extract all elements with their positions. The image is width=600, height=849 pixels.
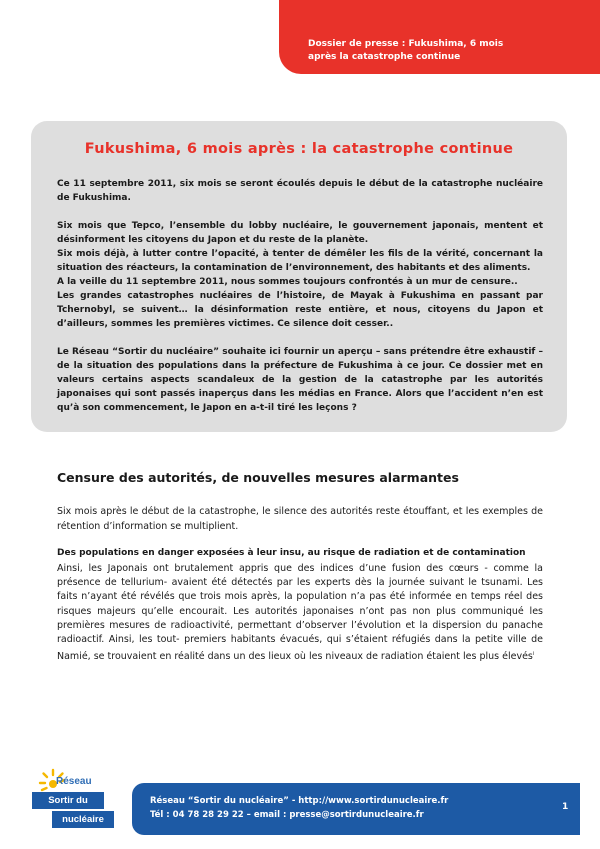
header-title-line1: Dossier de presse : Fukushima, 6 mois xyxy=(308,39,504,49)
footer-contact[interactable]: Tél : 04 78 28 29 22 – email : presse@sortirdunucleaire.fr xyxy=(150,810,424,820)
section-subheading: Des populations en danger exposées à leur insu, au risque de radiation et de contamination xyxy=(57,548,526,558)
summary-paragraph: A la veille du 11 septembre 2011, nous sommes toujours confrontés à un mur de censure.. xyxy=(57,277,518,287)
page-title: Fukushima, 6 mois après : la catastrophe continue xyxy=(84,141,514,157)
section-heading: Censure des autorités, de nouvelles mesures alarmantes xyxy=(57,470,459,485)
summary-paragraph: Le Réseau “Sortir du nucléaire” souhaite ici fournir un aperçu – sans prétendre être exhaustif – de la situation des populations dans la préfecture de Fukushima à ce jour. Ce dossier met en valeurs certains aspects scandaleux de la gestion de la catastrophe par les autorités japonaises qui sont passés inaperçus dans les médias en France. Alors que l’accident n’en est qu’à son commencement, le Japon en a-t-il tiré les leçons ? xyxy=(57,347,543,413)
footer-bar xyxy=(132,783,580,835)
summary-paragraph: Six mois déjà, à lutter contre l’opacité, à tenter de démêler les fils de la vérité, concernant la situation des réacteurs, la contamination de l’environnement, des habitants et des aliments. xyxy=(57,249,543,273)
summary-body xyxy=(57,177,543,415)
footer-website[interactable]: Réseau “Sortir du nucléaire” - http://www.sortirdunucleaire.fr xyxy=(150,796,449,806)
section-body-text: Ainsi, les Japonais ont brutalement appris que des indices d’une fusion des cœurs - comme la présence de tellurium- avaient été détectés par les experts dès la journée suivant le tsunami. Les faits n’ayant été révélés que trois mois après, la population n’a pas été informée en temps réel des risques majeurs qu’elle encourait. Les autorités japonaises n’ont pas non plus communiqué les premières mesures de radioactivité, permettant d’observer l’évolution et la dispersion du panache radioactif. Ainsi, les tout- premiers habitants évacués, qui s’étaient réfugiés dans la petite ville de Namié, se trouvaient en réalité dans un des lieux où les niveaux de radiation étaient les plus élevés xyxy=(57,563,543,663)
logo-word-sortir: Sortir du xyxy=(32,792,104,809)
summary-paragraph: Ce 11 septembre 2011, six mois se seront écoulés depuis le début de la catastrophe nucléaire de Fukushima. xyxy=(57,179,543,203)
footnote-marker[interactable]: i xyxy=(532,651,535,658)
summary-box xyxy=(31,121,567,432)
section-body xyxy=(57,562,543,665)
header-title-line2: après la catastrophe continue xyxy=(308,52,461,62)
logo-word-nucleaire: nucléaire xyxy=(52,811,114,828)
summary-paragraph: Les grandes catastrophes nucléaires de l’histoire, de Mayak à Fukushima en passant par Tchernobyl, se suivent… la désinformation reste entière, et nous, citoyens du Japon et d’ailleurs, sommes les premières victimes. Ce silence doit cesser.. xyxy=(57,291,543,329)
logo-word-reseau: Réseau xyxy=(56,776,92,787)
summary-paragraph: Six mois que Tepco, l’ensemble du lobby nucléaire, le gouvernement japonais, mentent et désinforment les citoyens du Japon et du reste de la planète. xyxy=(57,221,543,245)
header-tab xyxy=(279,0,600,74)
header-title xyxy=(308,38,503,64)
section-intro: Six mois après le début de la catastrophe, le silence des autorités reste étouffant, et les exemples de rétention d’information se multiplient. xyxy=(57,506,543,532)
reseau-logo xyxy=(30,768,135,830)
page-number: 1 xyxy=(562,802,569,812)
